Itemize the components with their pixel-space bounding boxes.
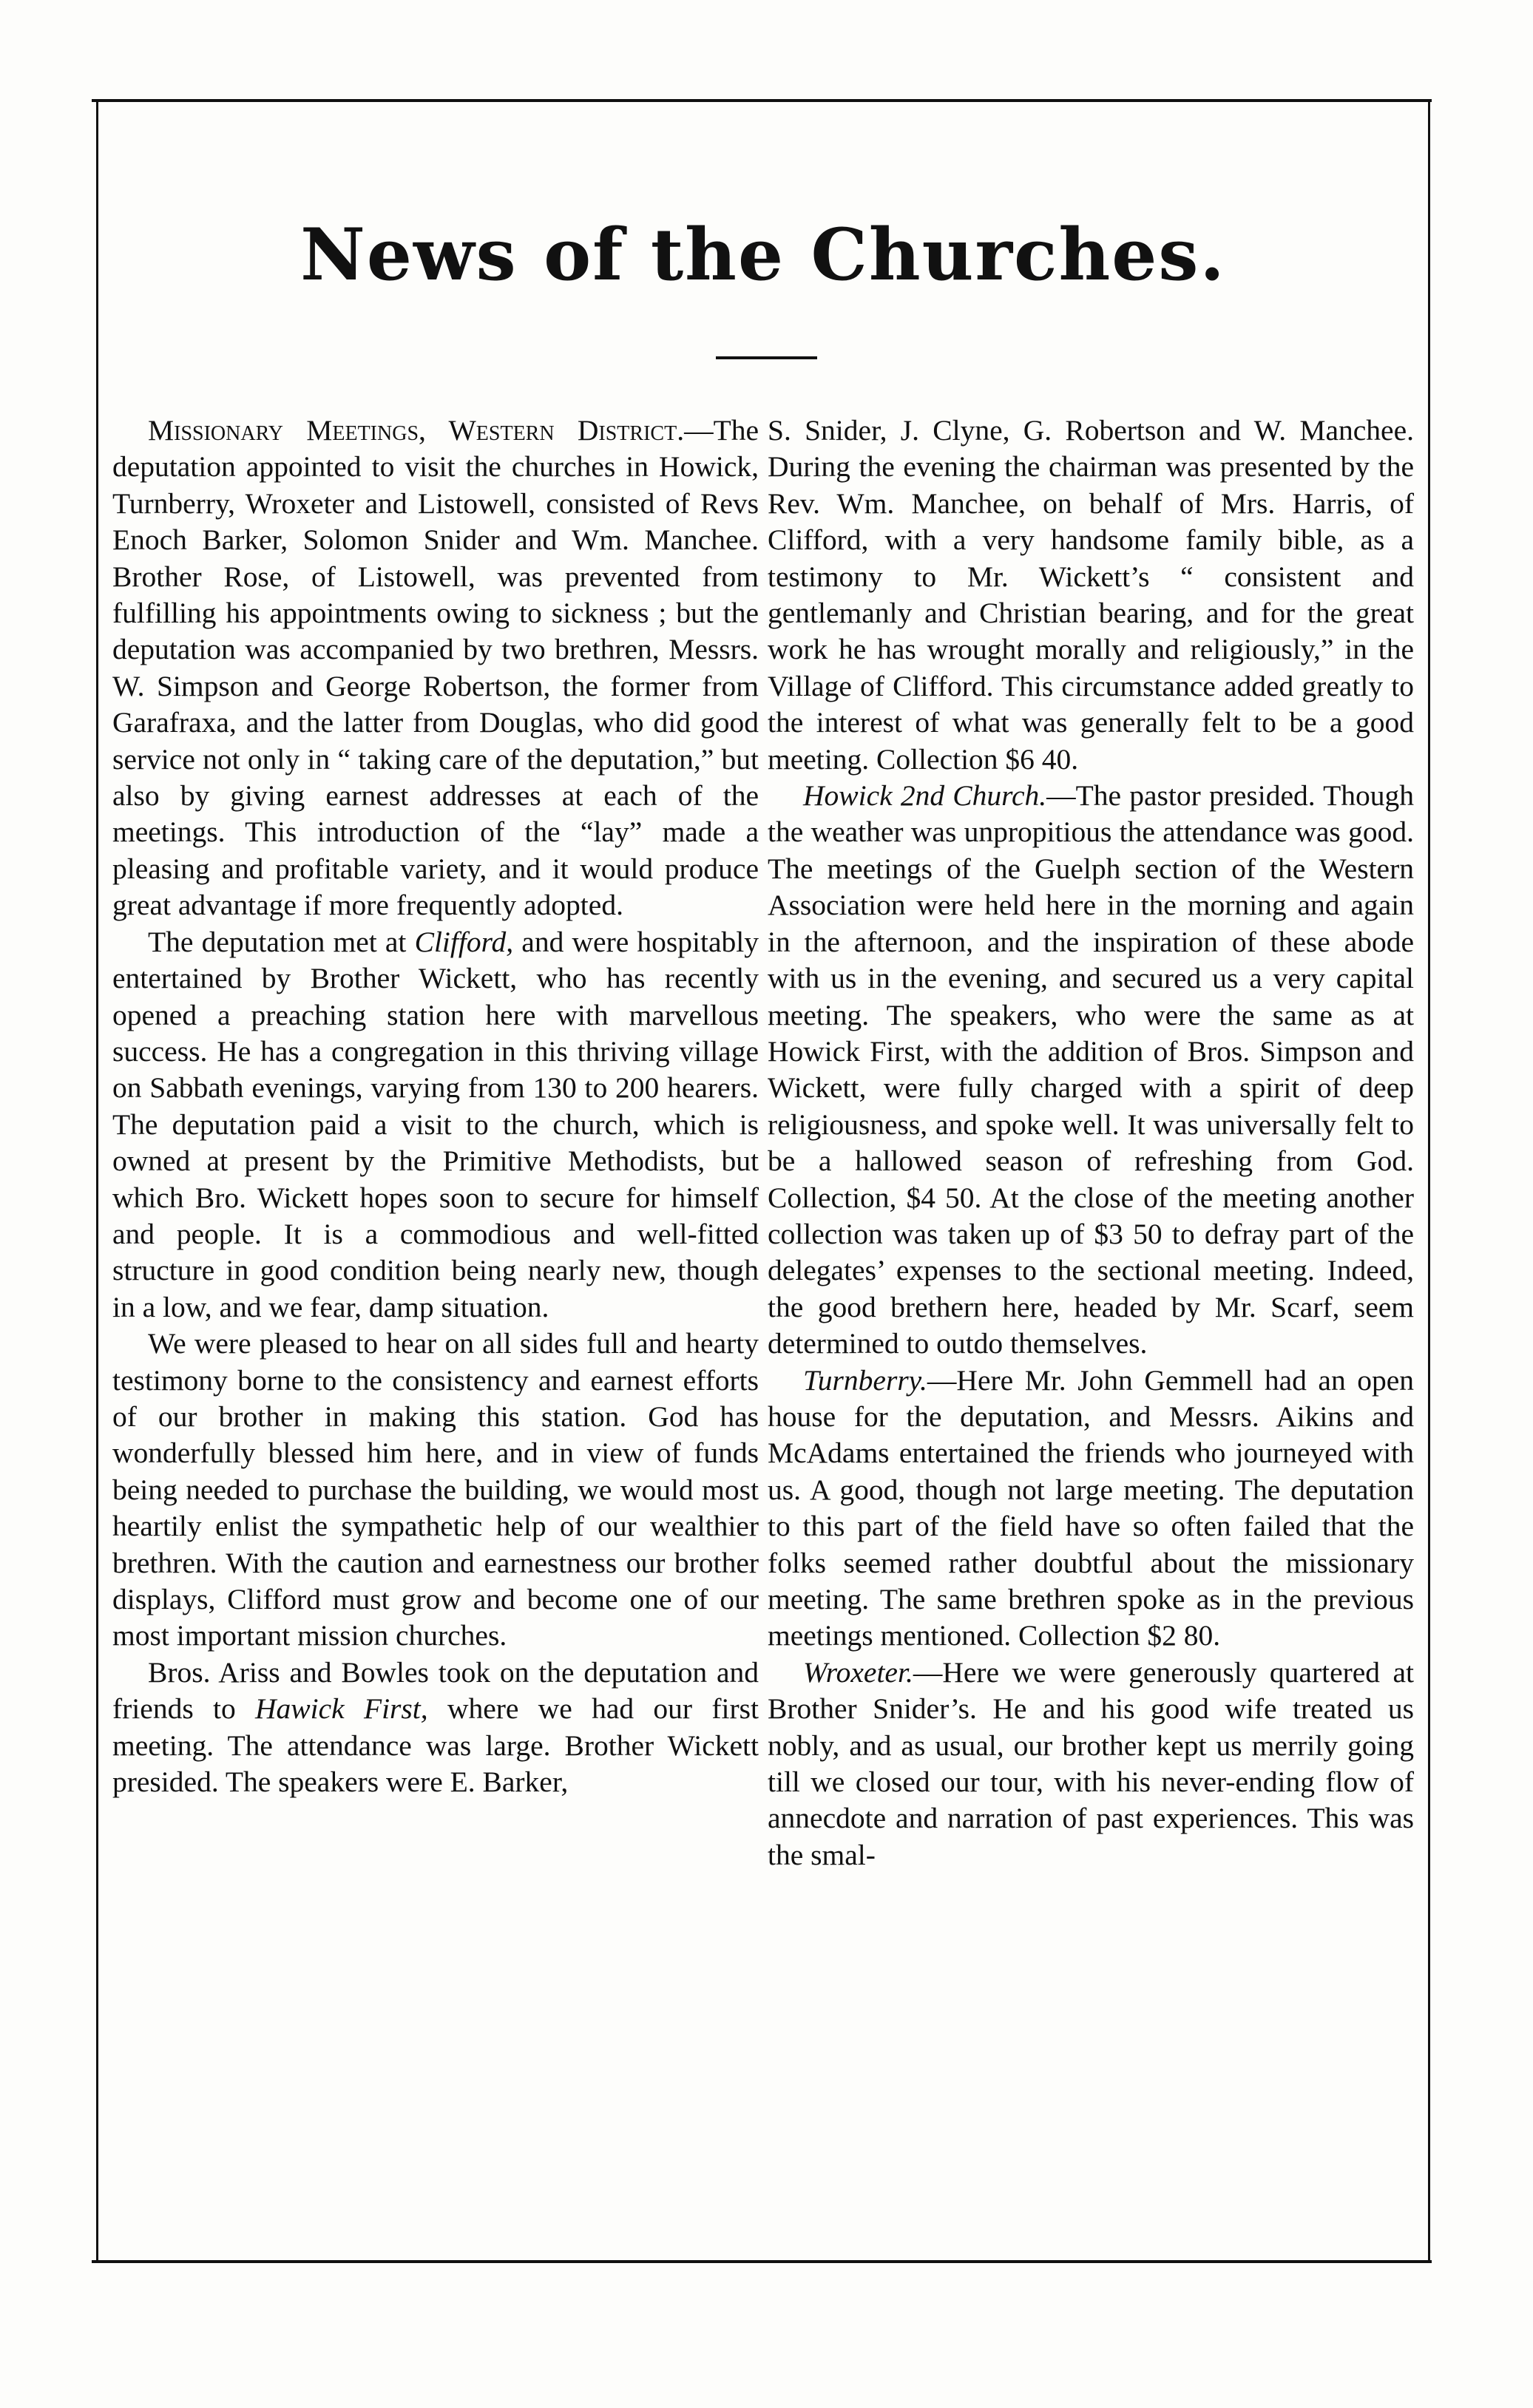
paragraph-text: Bros. Ariss and Bowles took on the deputation and friends to bbox=[112, 1655, 759, 1726]
place-name: Wroxeter. bbox=[803, 1655, 913, 1689]
paragraph-text: —Here we were generously quartered at Brother Snider’s. He and his good wife treated us nobly, and as usual, our brother kept us merrily going till we closed our tour, with his never-ending flow of annecdote and narration of past experiences. This was the smal- bbox=[768, 1655, 1414, 1871]
paragraph-text: where we had our first meeting. The attendance was large. Brother Wickett presided. The speakers were E. Barker, bbox=[112, 1692, 759, 1799]
title-divider bbox=[716, 356, 817, 359]
place-name: Clifford, bbox=[414, 925, 514, 958]
right-column bbox=[768, 413, 1414, 1873]
paragraph-text: —The deputation appointed to visit the churches in Howick, Turnberry, Wroxeter and Listowell, consisted of Revs Enoch Barker, Solomon Snider and Wm. Manchee. Brother Rose, of Listowell, was prevented from fulfilling his appointments owing to sickness ; but the deputation was accompanied by two brethren, Messrs. W. Simpson and George Robertson, the former from Garafraxa, and the latter from Douglas, who did good service not only in “ taking care of the deputation,” but also by giving earnest addresses at each of the meetings. This introduction of the “lay” made a pleasing and profitable variety, and it would produce great advantage if more frequently adopted. bbox=[112, 414, 759, 922]
right-border-rule bbox=[1428, 101, 1430, 2262]
place-name: Hawick First, bbox=[255, 1692, 428, 1726]
paragraph-turnberry bbox=[768, 1363, 1414, 1655]
paragraph-text: and were hospitably entertained by Brother Wickett, who has recently opened a preaching station here with marvellous success. He has a congregation in this thriving village on Sabbath evenings, varying from 130 to 200 hearers. The deputation paid a visit to the church, which is owned at present by the Primitive Methodists, but which Bro. Wickett hopes soon to secure for himself and people. It is a commodious and well-fitted structure in good condition being nearly new, though in a low, and we fear, damp situation. bbox=[112, 925, 759, 1323]
paragraph-howick-2nd bbox=[768, 778, 1414, 1363]
left-column bbox=[112, 413, 759, 1800]
paragraph-text: —The pastor presided. Though the weather was unpropitious the attendance was good. The meetings of the Guelph section of the Western Association were held here in the morning and again in the afternoon, and the inspiration of these abode with us in the evening, and secured us a very capital meeting. The speakers, who were the same as at Howick First, with the addition of Bros. Simpson and Wickett, were fully charged with a spirit of deep religiousness, and spoke well. It was universally felt to be a hallowed season of refreshing from God. Collection, $4 50. At the close of the meeting another collection was taken up of $3 50 to defray part of the delegates’ expenses to the sectional meeting. Indeed, the good brethern here, headed by Mr. Scarf, seem determined to outdo themselves. bbox=[768, 779, 1414, 1360]
bottom-border-rule bbox=[92, 2260, 1432, 2263]
paragraph-hawick-first bbox=[112, 1655, 759, 1801]
paragraph-testimony: We were pleased to hear on all sides full and hearty testimony borne to the consistency and earnest efforts of our brother in making this station. God has wonderfully blessed him here, and in view of funds being needed to purchase the building, we would most heartily enlist the sympathetic help of our wealthier brethren. With the caution and earnestness our brother displays, Clifford must grow and become one of our most important mission churches. bbox=[112, 1327, 759, 1652]
top-border-rule bbox=[92, 99, 1432, 102]
section-heading: Missionary Meetings, Western District. bbox=[148, 414, 685, 447]
place-name: Turnberry. bbox=[803, 1363, 927, 1397]
paragraph-wroxeter bbox=[768, 1655, 1414, 1873]
paragraph-clifford bbox=[112, 924, 759, 1326]
left-border-rule bbox=[96, 101, 98, 2262]
paragraph-text: —Here Mr. John Gemmell had an open house for the deputation, and Messrs. Aikins and McAdams entertained the friends who journeyed with us. A good, though not large meeting. The deputation to this part of the field have so often failed that the folks seemed rather doubtful about the missionary meeting. The same brethren spoke as in the previous meetings mentioned. Collection $2 80. bbox=[768, 1363, 1414, 1652]
paragraph-text: The deputation met at bbox=[148, 925, 415, 958]
place-name: Howick 2nd Church. bbox=[803, 779, 1047, 813]
paragraph-missionary-meetings bbox=[112, 413, 759, 924]
page-title: News of the Churches. bbox=[300, 213, 1226, 296]
paragraph-continued: S. Snider, J. Clyne, G. Robertson and W. Manchee. During the evening the chairman was presented by the Rev. Wm. Manchee, on behalf of Mrs. Harris, of Clifford, with a very handsome family bible, as a testimony to Mr. Wickett’s “ consistent and gentlemanly and Christian bearing, and for the great work he has wrought morally and religiously,” in the Village of Clifford. This circumstance added greatly to the interest of what was generally felt to be a good meeting. Collection $6 40. bbox=[768, 414, 1414, 776]
